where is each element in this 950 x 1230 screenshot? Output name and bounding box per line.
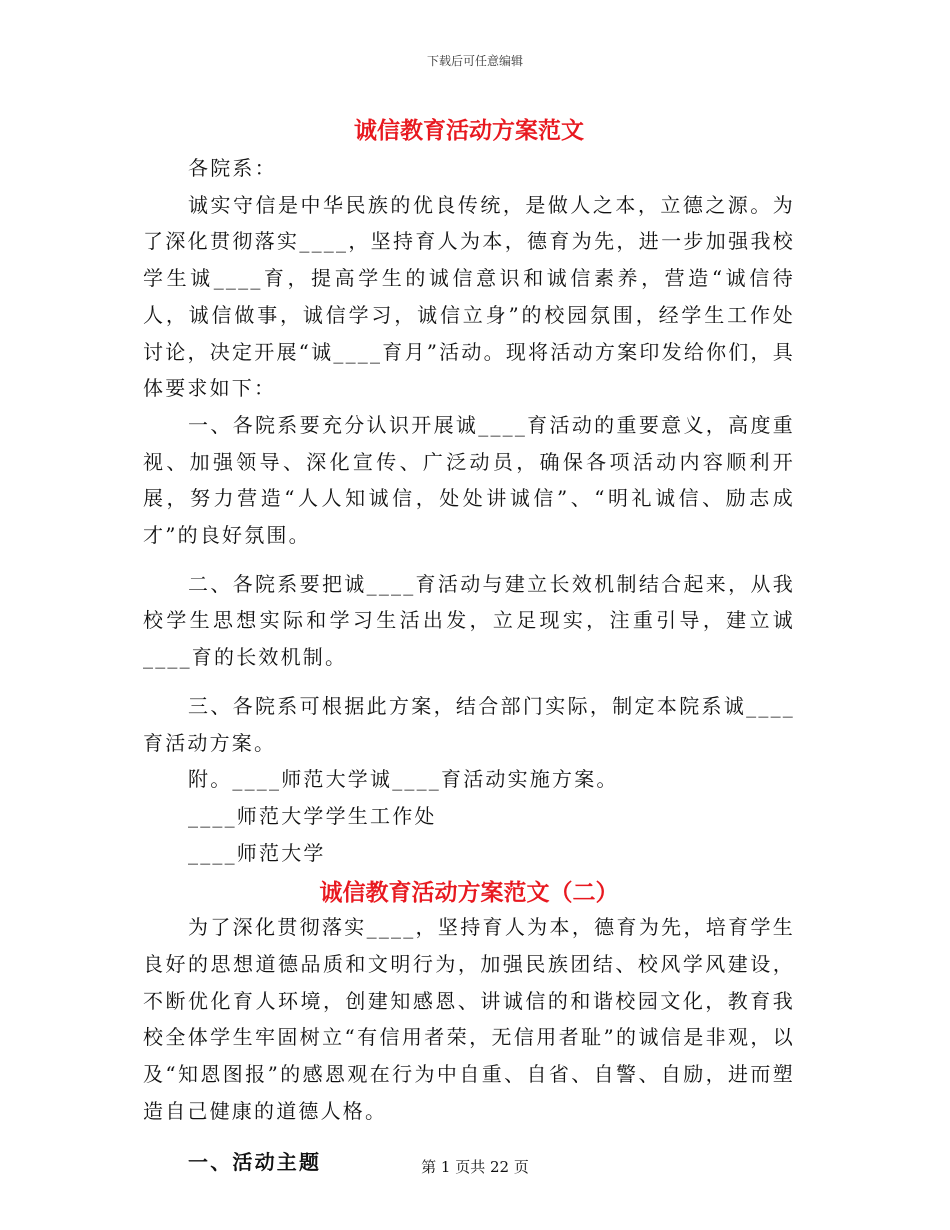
signature-university: ____师范大学 [188, 840, 326, 865]
paragraph-point-2: 二、各院系要把诚____育活动与建立长效机制结合起来，从我校学生思想实际和学习生活出发，立足现实，注重引导，建立诚____育的长效机制。 [143, 571, 795, 670]
document-title: 诚信教育活动方案范文 [354, 117, 584, 144]
page-footer: 第 1 页共 22 页 [421, 1158, 529, 1176]
page-header: 下载后可任意编辑 [426, 54, 523, 68]
document-body [143, 112, 795, 1180]
heading-activity-theme: 一、活动主题 [188, 1149, 322, 1174]
salutation: 各院系： [188, 156, 277, 180]
signature-department: ____师范大学学生工作处 [188, 803, 437, 828]
paragraph-point-3: 三、各院系可根据此方案，结合部门实际，制定本院系诚____育活动方案。 [143, 693, 795, 755]
attachment-line: 附。____师范大学诚____育活动实施方案。 [188, 767, 619, 792]
paragraph-part-2: 为了深化贯彻落实____，坚持育人为本，德育为先，培育学生良好的思想道德品质和文明行为，加强民族团结、校风学风建设，不断优化育人环境，创建知感恩、讲诚信的和谐校园文化，教育我校全体学生牢固树立“有信用者荣，无信用者耻”的诚信是非观，以及“知恩图报”的感恩观在行为中自重、自省、自警、自励，进而塑造自己健康的道德人格。 [143, 915, 795, 1123]
paragraph-point-1: 一、各院系要充分认识开展诚____育活动的重要意义，高度重视、加强领导、深化宣传、广泛动员，确保各项活动内容顺利开展，努力营造“人人知诚信，处处讲诚信”、“明礼诚信、励志成才”的良好氛围。 [143, 412, 795, 548]
section-title-2: 诚信教育活动方案范文（二） [319, 879, 619, 907]
paragraph-intro: 诚实守信是中华民族的优良传统，是做人之本，立德之源。为了深化贯彻落实____，坚持育人为本，德育为先，进一步加强我校学生诚____育，提高学生的诚信意识和诚信素养，营造“诚信待人，诚信做事，诚信学习，诚信立身”的校园氛围，经学生工作处讨论，决定开展“诚____育月”活动。现将活动方案印发给你们，具体要求如下： [143, 192, 795, 401]
